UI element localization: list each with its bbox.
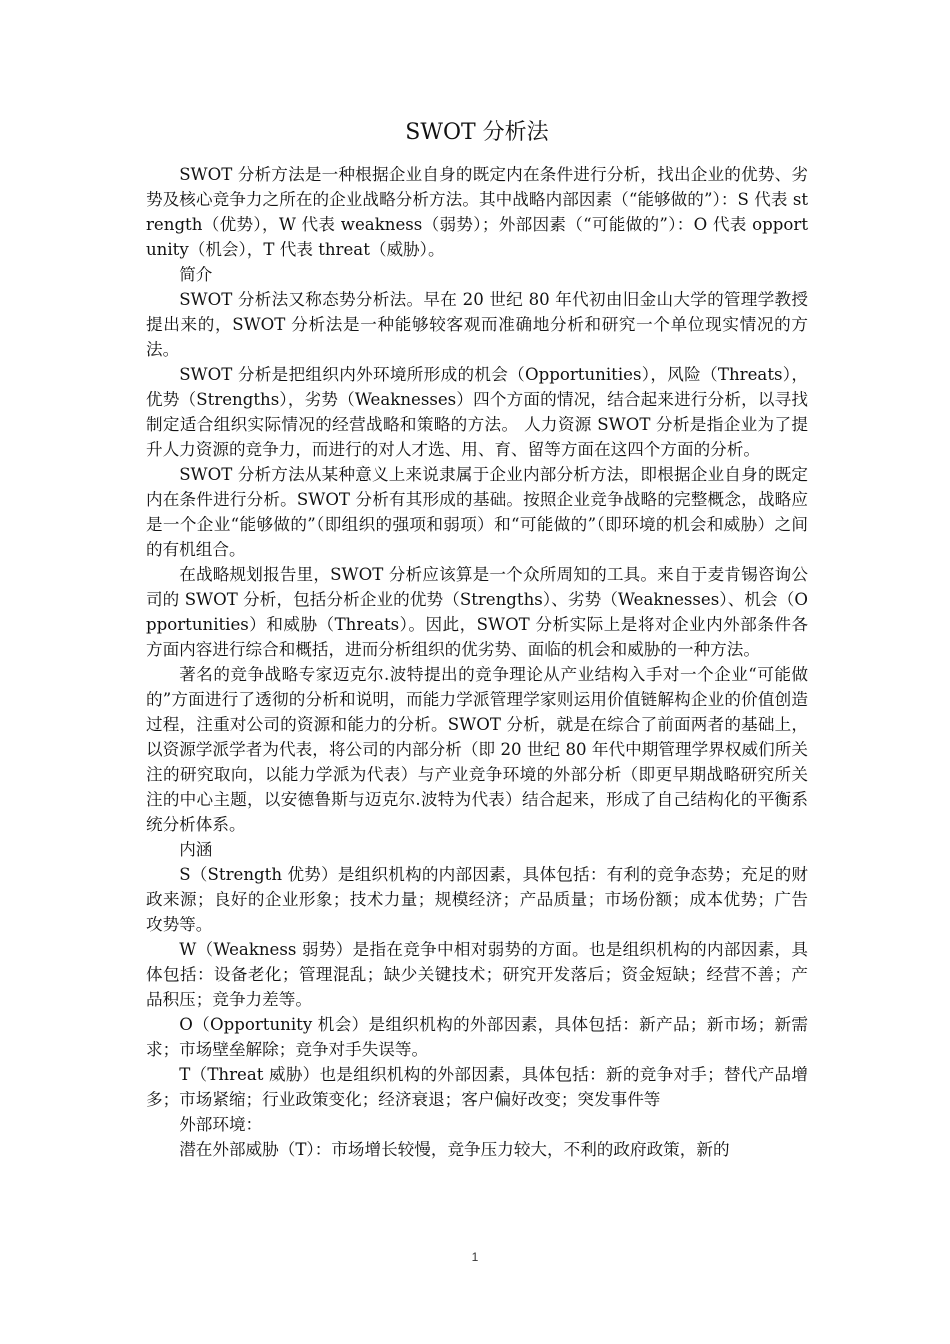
paragraph: O（Opportunity 机会）是组织机构的外部因素，具体包括：新产品；新市场；新需求；市场壁垒解除；竞争对手失误等。 (146, 1015, 808, 1059)
paragraph: 潜在外部威胁（T）：市场增长较慢，竞争压力较大，不利的政府政策，新的 (179, 1140, 730, 1159)
section-heading: 内涵 (179, 840, 213, 859)
paragraph: W（Weakness 弱势）是指在竞争中相对弱势的方面。也是组织机构的内部因素，具体包括：设备老化；管理混乱；缺少关键技术；研究开发落后；资金短缺；经营不善；产品积压；竞争力差等。 (146, 940, 808, 1009)
document-body (146, 116, 808, 1162)
paragraph: SWOT 分析是把组织内外环境所形成的机会（Opportunities），风险（Threats），优势（Strengths），劣势（Weaknesses）四个方面的情况，结合起来进行分析，以寻找制定适合组织实际情况的经营战略和策略的方法。 人力资源 SWOT 分析是指企业为了提升人力资源的竞争力，而进行的对人才选、用、育、留等方面在这四个方面的分析。 (146, 365, 808, 459)
section-heading: 外部环境： (179, 1115, 263, 1134)
section-heading: 简介 (179, 265, 213, 284)
document-title: SWOT 分析法 (405, 120, 549, 145)
paragraph: SWOT 分析方法从某种意义上来说隶属于企业内部分析方法，即根据企业自身的既定内在条件进行分析。SWOT 分析有其形成的基础。按照企业竞争战略的完整概念，战略应是一个企业“能够做的”（即组织的强项和弱项）和“可能做的”（即环境的机会和威胁）之间的有机组合。 (146, 465, 808, 559)
paragraph: SWOT 分析法又称态势分析法。早在 20 世纪 80 年代初由旧金山大学的管理学教授提出来的，SWOT 分析法是一种能够较客观而准确地分析和研究一个单位现实情况的方法。 (146, 290, 808, 359)
paragraph: 著名的竞争战略专家迈克尔.波特提出的竞争理论从产业结构入手对一个企业“可能做的”方面进行了透彻的分析和说明，而能力学派管理学家则运用价值链解构企业的价值创造过程，注重对公司的资源和能力的分析。SWOT 分析，就是在综合了前面两者的基础上，以资源学派学者为代表，将公司的内部分析（即 20 世纪 80 年代中期管理学界权威们所关注的研究取向，以能力学派为代表）与产业竞争环境的外部分析（即更早期战略研究所关注的中心主题，以安德鲁斯与迈克尔.波特为代表）结合起来，形成了自己结构化的平衡系统分析体系。 (146, 665, 808, 834)
paragraph: 在战略规划报告里，SWOT 分析应该算是一个众所周知的工具。来自于麦肯锡咨询公司的 SWOT 分析，包括分析企业的优势（Strengths）、劣势（Weaknesses）、机会（Opportunities）和威胁（Threats）。因此，SWOT 分析实际上是将对企业内外部条件各方面内容进行综合和概括，进而分析组织的优劣势、面临的机会和威胁的一种方法。 (146, 565, 808, 659)
paragraph: S（Strength 优势）是组织机构的内部因素，具体包括：有利的竞争态势；充足的财政来源；良好的企业形象；技术力量；规模经济；产品质量；市场份额；成本优势；广告攻势等。 (146, 865, 808, 934)
paragraph: T（Threat 威胁）也是组织机构的外部因素，具体包括：新的竞争对手；替代产品增多；市场紧缩；行业政策变化；经济衰退；客户偏好改变；突发事件等 (146, 1065, 808, 1109)
paragraph: SWOT 分析方法是一种根据企业自身的既定内在条件进行分析，找出企业的优势、劣势及核心竞争力之所在的企业战略分析方法。其中战略内部因素（“能够做的”）：S 代表 strength（优势），W 代表 weakness（弱势）；外部因素（“可能做的”）：O 代表 opportunity（机会），T 代表 threat（威胁）。 (146, 165, 808, 259)
page-number: 1 (471, 1250, 479, 1264)
